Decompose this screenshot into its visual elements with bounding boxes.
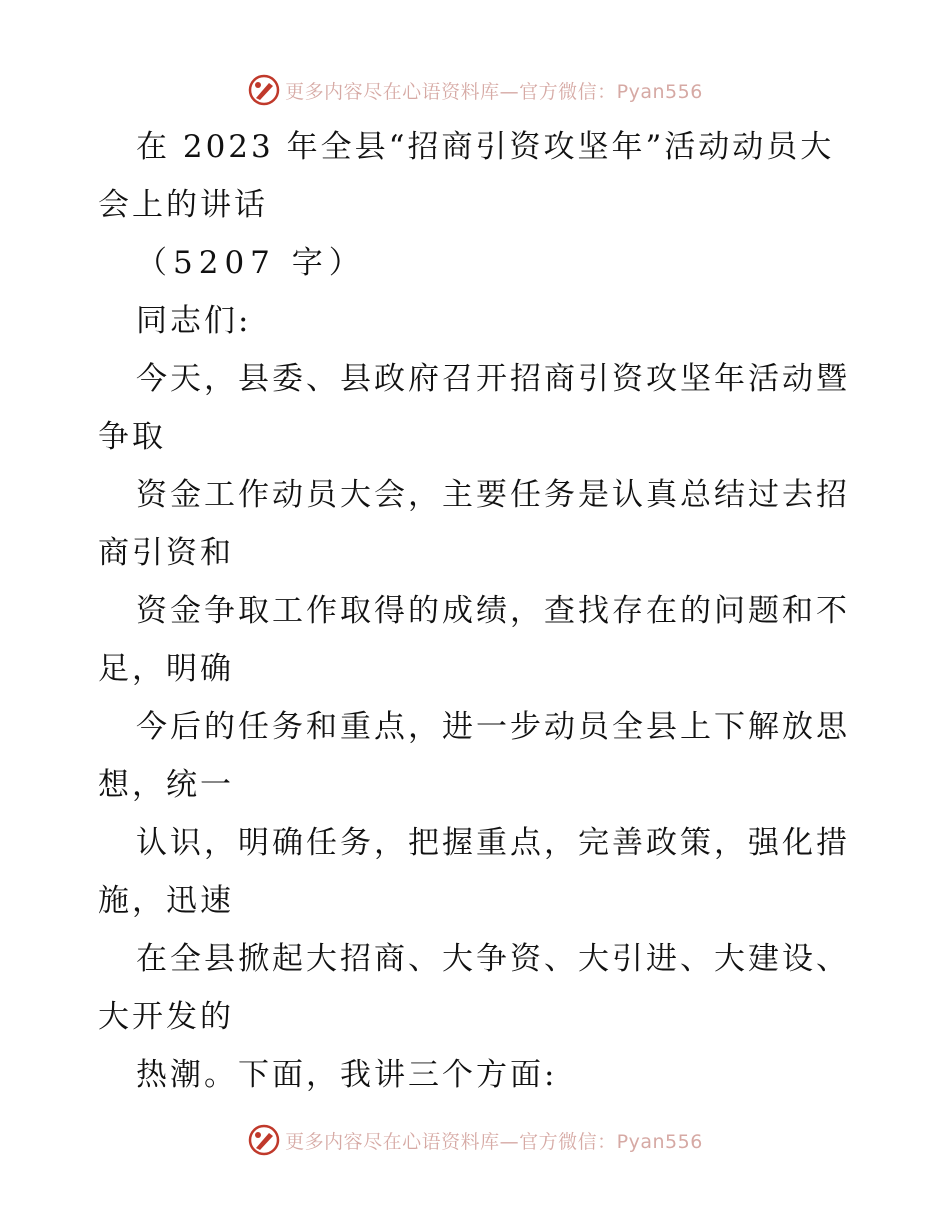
word-count: （5207 字） [136, 245, 366, 281]
body-line: 在全县掀起大招商、大争资、大引进、大建设、 [136, 941, 850, 977]
watermark-text: 更多内容尽在心语资料库—官方微信：Pyan556 [285, 80, 703, 103]
body-line: 认识，明确任务，把握重点，完善政策，强化措 [136, 825, 850, 861]
body-line: 施，迅速 [98, 883, 234, 919]
watermark-text: 更多内容尽在心语资料库—官方微信：Pyan556 [285, 1130, 703, 1153]
footer-watermark [0, 1120, 950, 1160]
body-line: 今天，县委、县政府召开招商引资攻坚年活动暨 [136, 361, 850, 397]
pen-logo-icon [247, 1123, 281, 1157]
salutation: 同志们: [136, 303, 252, 339]
document-body [98, 118, 858, 1104]
body-line: 足，明确 [98, 651, 234, 687]
header-watermark [0, 70, 950, 110]
body-line: 想，统一 [98, 767, 234, 803]
body-line: 大开发的 [98, 999, 234, 1035]
pen-logo-icon [247, 73, 281, 107]
body-line: 商引资和 [98, 535, 234, 571]
title-line-1: 在 2023 年全县“招商引资攻坚年”活动动员大 [136, 129, 835, 165]
title-line-2: 会上的讲话 [98, 187, 268, 223]
body-line: 争取 [98, 419, 166, 455]
body-line: 热潮。下面，我讲三个方面: [136, 1057, 558, 1093]
body-line: 资金争取工作取得的成绩，查找存在的问题和不 [136, 593, 850, 629]
body-line: 资金工作动员大会，主要任务是认真总结过去招 [136, 477, 850, 513]
body-line: 今后的任务和重点，进一步动员全县上下解放思 [136, 709, 850, 745]
